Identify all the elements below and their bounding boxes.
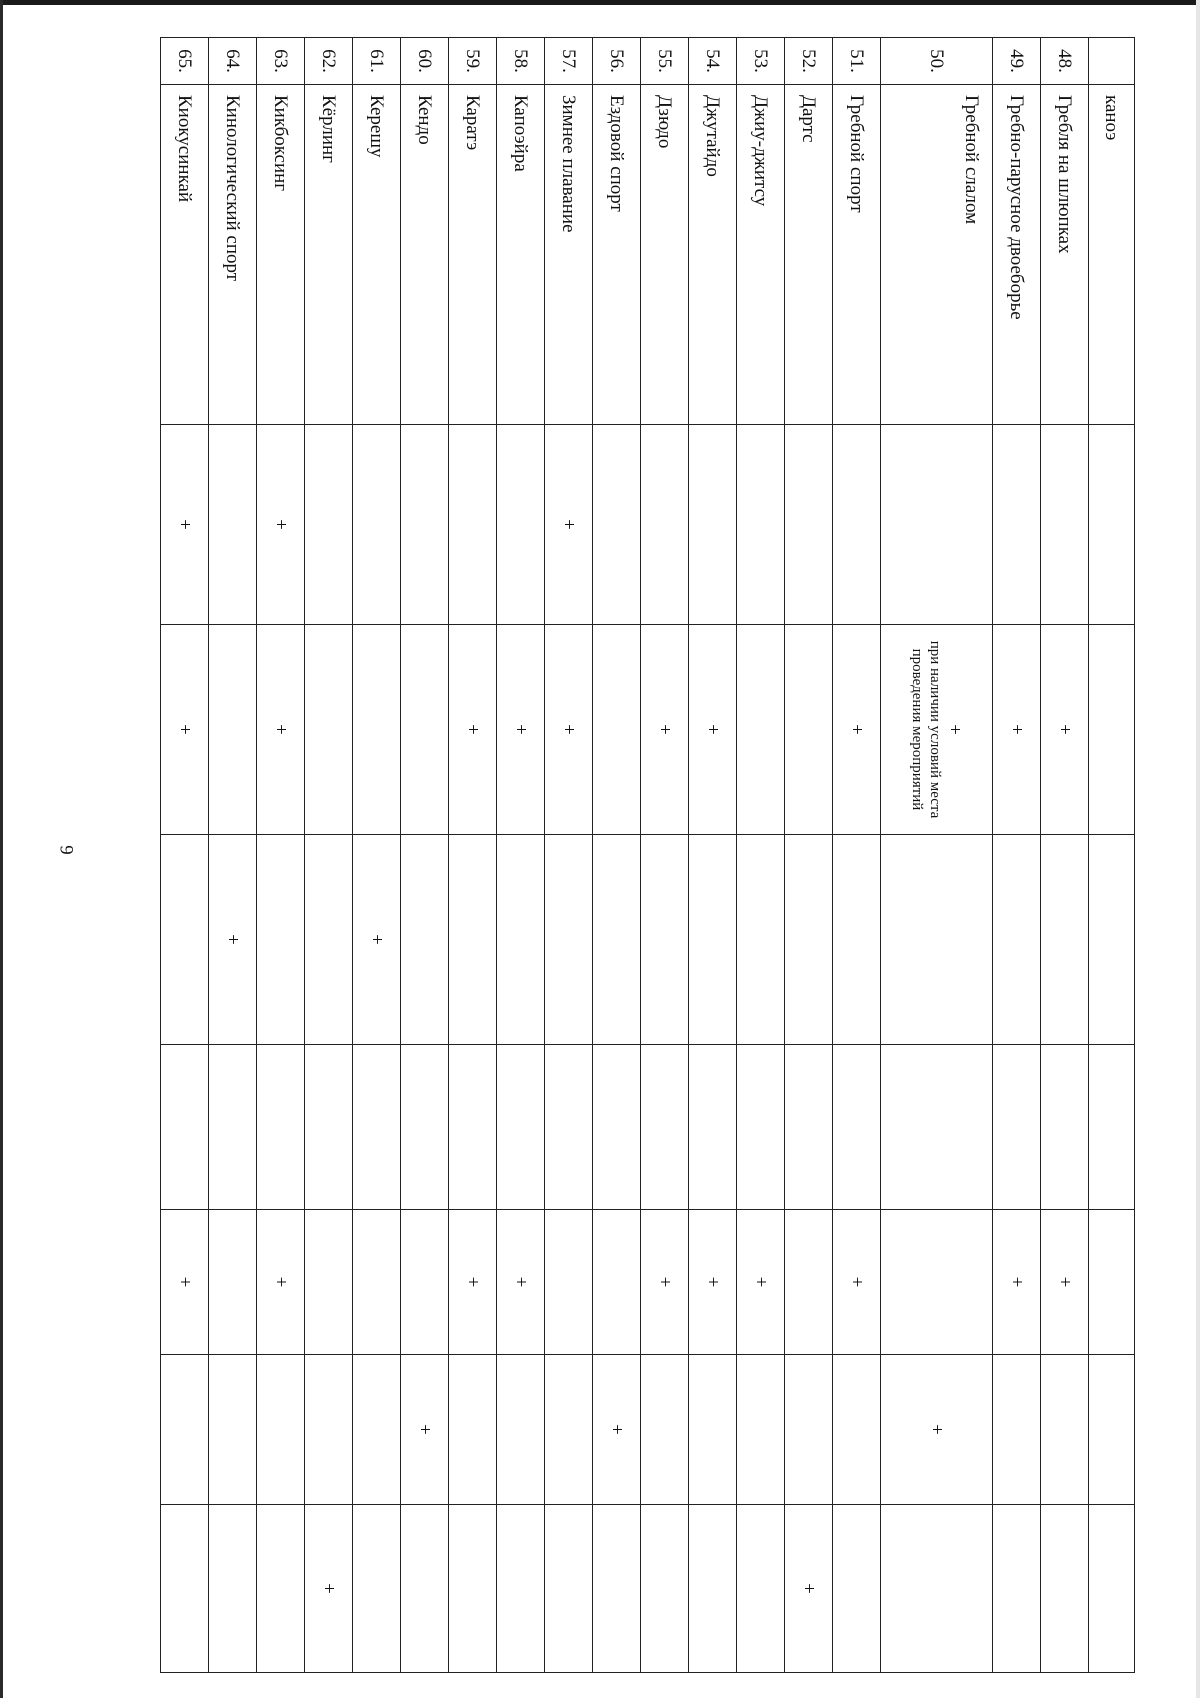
mark-cell bbox=[993, 1355, 1041, 1505]
mark-cell bbox=[737, 1355, 785, 1505]
row-number-cell: 51. bbox=[833, 38, 881, 85]
mark-cell bbox=[209, 625, 257, 835]
mark-cell bbox=[689, 1045, 737, 1210]
row-number-cell: 50. bbox=[881, 38, 993, 85]
mark-cell: + bbox=[401, 1355, 449, 1505]
mark-cell bbox=[1089, 425, 1135, 625]
mark-cell bbox=[497, 835, 545, 1045]
mark-cell bbox=[785, 1355, 833, 1505]
scan-edge-right bbox=[1196, 0, 1200, 1698]
table-row bbox=[209, 38, 257, 1673]
mark-cell bbox=[689, 1355, 737, 1505]
mark-cell bbox=[881, 425, 993, 625]
sport-name-cell: Керешу bbox=[353, 85, 401, 425]
mark-cell bbox=[401, 625, 449, 835]
table-body bbox=[161, 38, 1135, 1673]
mark-cell bbox=[305, 425, 353, 625]
table-row bbox=[305, 38, 353, 1673]
table-row bbox=[993, 38, 1041, 1673]
mark-cell bbox=[737, 1505, 785, 1673]
table-row bbox=[593, 38, 641, 1673]
sport-name-cell: Гребля на шлюпках bbox=[1041, 85, 1089, 425]
row-number-cell: 63. bbox=[257, 38, 305, 85]
mark-cell bbox=[1089, 1355, 1135, 1505]
mark-cell bbox=[257, 1355, 305, 1505]
mark-cell bbox=[737, 1045, 785, 1210]
mark-cell: + bbox=[881, 1355, 993, 1505]
mark-cell bbox=[785, 1045, 833, 1210]
sport-name-cell: Гребной спорт bbox=[833, 85, 881, 425]
table-row bbox=[353, 38, 401, 1673]
mark-cell bbox=[785, 835, 833, 1045]
mark-cell bbox=[401, 1210, 449, 1355]
mark-cell bbox=[209, 1505, 257, 1673]
mark-cell bbox=[305, 1355, 353, 1505]
sport-name-cell: Кёрлинг bbox=[305, 85, 353, 425]
table-row bbox=[1041, 38, 1089, 1673]
mark-cell bbox=[833, 1045, 881, 1210]
mark-cell bbox=[209, 1355, 257, 1505]
sport-name-cell: Гребно-парусное двоеборье bbox=[993, 85, 1041, 425]
mark-cell bbox=[1089, 1045, 1135, 1210]
mark-cell bbox=[993, 1045, 1041, 1210]
table-row bbox=[689, 38, 737, 1673]
row-number-cell: 61. bbox=[353, 38, 401, 85]
mark-cell bbox=[1041, 425, 1089, 625]
mark-cell bbox=[353, 1505, 401, 1673]
plus-mark: + bbox=[944, 724, 966, 735]
mark-cell bbox=[593, 1505, 641, 1673]
condition-note: при наличии условий места проведения мероприятий bbox=[908, 640, 943, 819]
page-number: 6 bbox=[57, 845, 78, 855]
row-number-cell: 55. bbox=[641, 38, 689, 85]
mark-cell bbox=[689, 425, 737, 625]
table-row bbox=[785, 38, 833, 1673]
mark-cell bbox=[449, 1045, 497, 1210]
sport-name-cell: Гребной слалом bbox=[881, 85, 993, 425]
mark-cell: + bbox=[833, 1210, 881, 1355]
sport-name-cell: Джутайдо bbox=[689, 85, 737, 425]
mark-cell bbox=[305, 1045, 353, 1210]
mark-cell: + bbox=[833, 625, 881, 835]
mark-cell bbox=[449, 1355, 497, 1505]
row-number-cell: 52. bbox=[785, 38, 833, 85]
mark-cell bbox=[161, 1505, 209, 1673]
sport-name-cell: Кикбоксинг bbox=[257, 85, 305, 425]
mark-cell bbox=[353, 1045, 401, 1210]
table-row bbox=[161, 38, 209, 1673]
row-number-cell: 48. bbox=[1041, 38, 1089, 85]
scan-edge-left bbox=[0, 0, 3, 1698]
mark-cell bbox=[401, 425, 449, 625]
mark-cell bbox=[993, 425, 1041, 625]
mark-cell: + bbox=[305, 1505, 353, 1673]
row-number-cell: 65. bbox=[161, 38, 209, 85]
mark-cell bbox=[497, 1355, 545, 1505]
mark-cell bbox=[641, 835, 689, 1045]
table-row bbox=[881, 38, 993, 1673]
mark-cell bbox=[593, 1045, 641, 1210]
mark-cell bbox=[1089, 1210, 1135, 1355]
mark-cell bbox=[1041, 1355, 1089, 1505]
mark-cell bbox=[993, 1505, 1041, 1673]
sport-name-cell: Зимнее плавание bbox=[545, 85, 593, 425]
mark-cell bbox=[881, 1210, 993, 1355]
row-number-cell: 59. bbox=[449, 38, 497, 85]
mark-cell bbox=[1089, 1505, 1135, 1673]
mark-cell: + bbox=[1041, 625, 1089, 835]
mark-cell bbox=[353, 1210, 401, 1355]
mark-cell: + bbox=[257, 425, 305, 625]
row-number-cell: 54. bbox=[689, 38, 737, 85]
mark-cell bbox=[497, 425, 545, 625]
mark-cell: + bbox=[1041, 1210, 1089, 1355]
row-number-cell: 57. bbox=[545, 38, 593, 85]
sport-name-cell: Киокусинкай bbox=[161, 85, 209, 425]
mark-cell bbox=[785, 425, 833, 625]
row-number-cell bbox=[1089, 38, 1135, 85]
mark-cell bbox=[689, 835, 737, 1045]
mark-cell: + bbox=[161, 625, 209, 835]
mark-cell bbox=[641, 1355, 689, 1505]
mark-cell bbox=[353, 1355, 401, 1505]
mark-cell bbox=[881, 1045, 993, 1210]
mark-cell bbox=[833, 1355, 881, 1505]
row-number-cell: 62. bbox=[305, 38, 353, 85]
mark-cell: + bbox=[593, 1355, 641, 1505]
rotated-table-container bbox=[122, 37, 1135, 1672]
mark-cell bbox=[497, 1045, 545, 1210]
mark-cell bbox=[593, 625, 641, 835]
mark-cell bbox=[1089, 835, 1135, 1045]
mark-cell bbox=[593, 1210, 641, 1355]
mark-cell: + bbox=[353, 835, 401, 1045]
mark-cell bbox=[1089, 625, 1135, 835]
mark-cell bbox=[305, 1210, 353, 1355]
row-number-cell: 56. bbox=[593, 38, 641, 85]
sport-name-cell: каноэ bbox=[1089, 85, 1135, 425]
mark-cell: + bbox=[545, 625, 593, 835]
mark-cell bbox=[641, 1505, 689, 1673]
sport-name-cell: Дзюдо bbox=[641, 85, 689, 425]
mark-cell bbox=[545, 835, 593, 1045]
table-row bbox=[545, 38, 593, 1673]
mark-cell: + bbox=[689, 1210, 737, 1355]
row-number-cell: 49. bbox=[993, 38, 1041, 85]
mark-cell bbox=[593, 425, 641, 625]
sport-name-cell: Джиу-джитсу bbox=[737, 85, 785, 425]
row-number-cell: 64. bbox=[209, 38, 257, 85]
mark-cell bbox=[737, 625, 785, 835]
sport-name-cell: Дартс bbox=[785, 85, 833, 425]
row-number-cell: 58. bbox=[497, 38, 545, 85]
sport-name-cell: Кендо bbox=[401, 85, 449, 425]
mark-cell bbox=[401, 1505, 449, 1673]
mark-cell bbox=[161, 1355, 209, 1505]
mark-cell: + bbox=[545, 425, 593, 625]
mark-cell bbox=[353, 625, 401, 835]
mark-cell: + bbox=[257, 625, 305, 835]
mark-cell: + bbox=[737, 1210, 785, 1355]
mark-cell: + bbox=[497, 625, 545, 835]
mark-cell bbox=[209, 1210, 257, 1355]
mark-cell bbox=[1041, 1505, 1089, 1673]
mark-cell: + bbox=[993, 1210, 1041, 1355]
sports-table bbox=[160, 37, 1135, 1673]
mark-cell bbox=[833, 425, 881, 625]
sport-name-cell: Капоэйра bbox=[497, 85, 545, 425]
table-row bbox=[833, 38, 881, 1673]
mark-cell bbox=[257, 1045, 305, 1210]
table-row bbox=[497, 38, 545, 1673]
mark-cell bbox=[401, 1045, 449, 1210]
mark-cell bbox=[497, 1505, 545, 1673]
mark-cell bbox=[833, 1505, 881, 1673]
scan-edge-top bbox=[0, 0, 1200, 5]
mark-cell bbox=[449, 835, 497, 1045]
mark-cell bbox=[641, 1045, 689, 1210]
mark-cell: + bbox=[641, 1210, 689, 1355]
mark-cell: + bbox=[449, 625, 497, 835]
mark-cell: + bbox=[497, 1210, 545, 1355]
mark-cell bbox=[161, 835, 209, 1045]
mark-cell bbox=[881, 625, 993, 835]
mark-cell bbox=[993, 835, 1041, 1045]
mark-cell bbox=[545, 1355, 593, 1505]
mark-cell bbox=[833, 835, 881, 1045]
row-number-cell: 60. bbox=[401, 38, 449, 85]
mark-cell bbox=[1041, 835, 1089, 1045]
sport-name-cell: Кинологический спорт bbox=[209, 85, 257, 425]
mark-cell: + bbox=[689, 625, 737, 835]
mark-cell: + bbox=[161, 1210, 209, 1355]
mark-cell bbox=[545, 1045, 593, 1210]
mark-cell bbox=[881, 1505, 993, 1673]
mark-cell bbox=[593, 835, 641, 1045]
mark-cell: + bbox=[785, 1505, 833, 1673]
mark-cell bbox=[305, 835, 353, 1045]
mark-cell bbox=[881, 835, 993, 1045]
table-row bbox=[449, 38, 497, 1673]
table-row bbox=[257, 38, 305, 1673]
mark-cell bbox=[353, 425, 401, 625]
mark-cell: + bbox=[641, 625, 689, 835]
mark-cell bbox=[305, 625, 353, 835]
mark-cell bbox=[449, 425, 497, 625]
mark-cell bbox=[449, 1505, 497, 1673]
mark-cell bbox=[689, 1505, 737, 1673]
sport-name-cell: Каратэ bbox=[449, 85, 497, 425]
mark-cell bbox=[209, 1045, 257, 1210]
row-number-cell: 53. bbox=[737, 38, 785, 85]
mark-cell bbox=[257, 835, 305, 1045]
mark-cell bbox=[257, 1505, 305, 1673]
mark-cell: + bbox=[993, 625, 1041, 835]
mark-cell bbox=[737, 835, 785, 1045]
mark-cell: + bbox=[257, 1210, 305, 1355]
table-row bbox=[1089, 38, 1135, 1673]
sport-name-cell: Ездовой спорт bbox=[593, 85, 641, 425]
mark-cell bbox=[1041, 1045, 1089, 1210]
mark-cell bbox=[641, 425, 689, 625]
mark-cell: + bbox=[449, 1210, 497, 1355]
mark-cell bbox=[737, 425, 785, 625]
table-row bbox=[401, 38, 449, 1673]
mark-cell bbox=[401, 835, 449, 1045]
mark-cell bbox=[209, 425, 257, 625]
table-row bbox=[641, 38, 689, 1673]
table-row bbox=[737, 38, 785, 1673]
mark-cell bbox=[545, 1210, 593, 1355]
mark-cell: + bbox=[161, 425, 209, 625]
mark-cell bbox=[785, 625, 833, 835]
mark-cell bbox=[161, 1045, 209, 1210]
mark-cell bbox=[785, 1210, 833, 1355]
mark-cell bbox=[545, 1505, 593, 1673]
mark-cell: + bbox=[209, 835, 257, 1045]
